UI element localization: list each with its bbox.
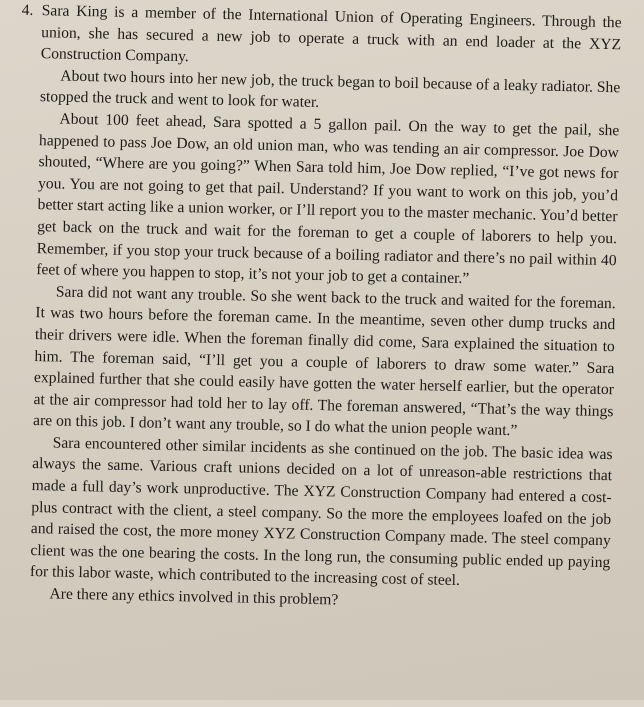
ethics-question: Are there any ethics involved in this problem? xyxy=(49,585,339,609)
intro-text: Sara King is a member of the International Union of Operating Engineers. Through the union, she has secured a new job to operate a truck with an end loader at the XYZ Construction Company. xyxy=(40,2,622,66)
paragraph-pail: About 100 feet ahead, Sara spotted a 5 gallon pail. On the way to get the pail, she happened to pass Joe Dow, an old union man, who was tending an air compressor. Joe Dow shouted, “Where are you going?” When Sara told him, Joe Dow replied, “I’ve got news for you. You are not going to get that pail. Understand? If you want to work on this job, you’d better start acting like a union worker, or I’ll report you to the master mechanic. You’d better get back on the truck and wait for the foreman to get a couple of laborers to help you. Remember, if you stop your truck because of a boiling radiator and there’s no pail within 40 feet of where you happen to stop, it’s not your job to get a container.” xyxy=(36,110,620,288)
paragraph-foreman: Sara did not want any trouble. So she went back to the truck and waited for the foreman. It was two hours before the foreman came. In the meantime, seven other dump trucks and their drivers were idle. When the foreman finally did come, Sara explained the situation to him. The foreman said, “I’ll get you a couple of laborers to draw some water.” Sara explained further that she could easily have gotten the water herself earlier, but the operator at the air compressor had told her to lay off. The foreman answered, “That’s the way things are on this job. I don’t want any trouble, so I do what the union people want.” xyxy=(32,283,616,440)
problem-number: 4. xyxy=(21,1,34,19)
paragraph-unions: Sara encountered other similar incidents as she continued on the job. The basic idea was always the same. Various craft unions decided on a lot of unreason-able restrictions that made a full day’s work unproductive. The XYZ Construction Company had entered a cost-plus contract with the client, a steel company. So the more the employees loafed on the job and raised the cost, the more money XYZ Construction Company made. The steel company client was the one bearing the costs. In the long run, the consuming public ended up paying for this labor waste, which contributed to the increasing cost of steel. xyxy=(29,434,613,590)
problem-intro xyxy=(21,0,622,77)
paragraph-radiator: About two hours into her new job, the truck began to boil because of a leaky radiator. She stopped the truck and went to look for water. xyxy=(39,67,621,112)
